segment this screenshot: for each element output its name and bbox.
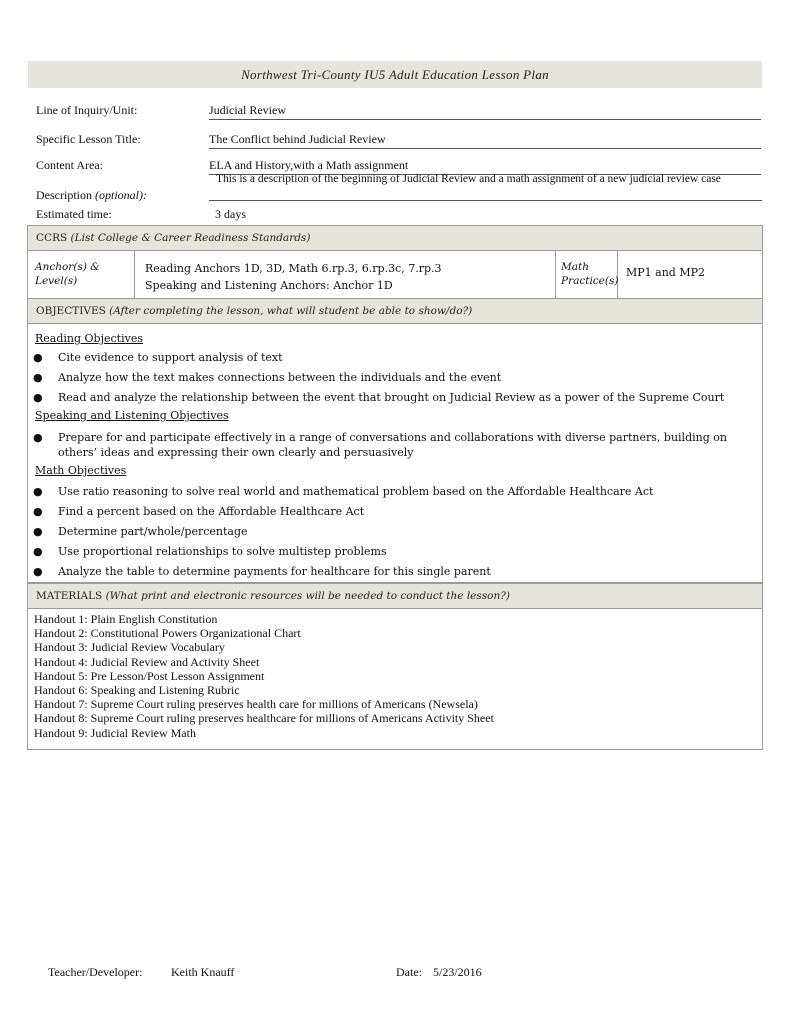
bullet-icon: ●: [33, 545, 43, 558]
lesson-title-label: Specific Lesson Title:: [36, 132, 141, 146]
reading-objectives-heading: Reading Objectives: [35, 332, 143, 345]
ccrs-note: (List College & Career Readiness Standards): [70, 232, 311, 244]
anchors-row: [27, 251, 763, 299]
bullet-icon: ●: [33, 371, 43, 384]
teacher-label: Teacher/Developer:: [48, 965, 143, 979]
list-item: Handout 1: Plain English Constitution: [34, 612, 218, 626]
list-item: Handout 8: Supreme Court ruling preserves healthcare for millions of Americans Activity Sheet: [34, 711, 494, 726]
lesson-plan-title: Northwest Tri-County IU5 Adult Education Lesson Plan: [28, 61, 762, 88]
materials-label: MATERIALS: [36, 590, 103, 602]
content-area-label: Content Area:: [36, 158, 103, 172]
lesson-title-value: The Conflict behind Judicial Review: [209, 132, 761, 149]
list-item: Handout 7: Supreme Court ruling preserves health care for millions of Americans (Newsela): [34, 697, 478, 712]
description-value: This is a description of the beginning of Judicial Review and a math assignment of a new judicial review case: [216, 173, 721, 185]
anchor-values: [135, 251, 556, 298]
ccrs-label: CCRS: [36, 232, 68, 244]
list-item: Handout 4: Judicial Review and Activity Sheet: [34, 654, 260, 669]
date-label: Date:: [396, 965, 422, 979]
bullet-icon: ●: [33, 391, 43, 404]
math-practice-value: MP1 and MP2: [626, 266, 706, 279]
objectives-note: (After completing the lesson, what will student be able to show/do?): [109, 305, 473, 317]
anchor-line-speaking: Speaking and Listening Anchors: Anchor 1D: [145, 279, 393, 292]
math-practice-label: Math Practice(s): [556, 251, 618, 298]
estimated-time-label: Estimated time:: [36, 207, 112, 221]
list-item: Handout 5: Pre Lesson/Post Lesson Assignment: [34, 668, 265, 683]
anchor-line-reading: Reading Anchors 1D, 3D, Math 6.rp.3, 6.rp.3c, 7.rp.3: [145, 262, 442, 275]
bullet-icon: ●: [33, 351, 43, 364]
line-of-inquiry-label: Line of Inquiry/Unit:: [36, 103, 138, 117]
ccrs-header: [27, 225, 763, 251]
date-value: 5/23/2016: [433, 965, 482, 979]
bullet-icon: ●: [33, 525, 43, 538]
description-underline: [209, 200, 762, 201]
speaking-objectives-heading: Speaking and Listening Objectives: [35, 409, 229, 422]
estimated-time-value: 3 days: [215, 207, 246, 221]
list-item: Handout 3: Judicial Review Vocabulary: [34, 640, 225, 655]
content-area-value: ELA and History,with a Math assignment: [209, 158, 761, 175]
description-optional-note: (optional):: [95, 188, 147, 202]
description-label: Description (optional):: [36, 188, 147, 202]
materials-note: (What print and electronic resources will be needed to conduct the lesson?): [105, 590, 510, 602]
bullet-icon: ●: [33, 485, 43, 498]
bullet-icon: ●: [33, 565, 43, 578]
bullet-icon: ●: [33, 431, 43, 444]
list-item: Handout 9: Judicial Review Math: [34, 725, 196, 740]
teacher-name: Keith Knauff: [171, 965, 235, 979]
objectives-body: Reading Objectives ● Cite evidence to support analysis of text ● Analyze how the text makes connections between the individuals and the event ● Read and analyze the relationship between the event that brought on Judicial Review as a power of the Supreme Court Speaking and Listening Objectives ● Prepare for and participate effectively in a range of conversations and collaborations with diverse partners, building on others’ ideas and expressing their own clearly and persuasively Math Objectives ● Use ratio reasoning to solve real world and mathematical problem based on the Affordable Healthcare Act ● Find a percent based on the Affordable Healthcare Act ● Determine part/whole/percentage ● Use proportional relationships to solve multistep problems ● Analyze the table to determine payments for healthcare for this single parent: [27, 324, 763, 583]
anchor-level-label: Anchor(s) & Level(s): [28, 251, 135, 298]
objectives-label: OBJECTIVES: [36, 305, 106, 317]
list-item: Handout 6: Speaking and Listening Rubric: [34, 683, 240, 698]
line-of-inquiry-value: Judicial Review: [209, 103, 761, 120]
materials-list: [27, 608, 763, 750]
bullet-icon: ●: [33, 505, 43, 518]
math-objectives-heading: Math Objectives: [35, 464, 127, 477]
objectives-header: [27, 298, 763, 324]
materials-header: [27, 583, 763, 609]
list-item: Handout 2: Constitutional Powers Organizational Chart: [34, 626, 301, 641]
